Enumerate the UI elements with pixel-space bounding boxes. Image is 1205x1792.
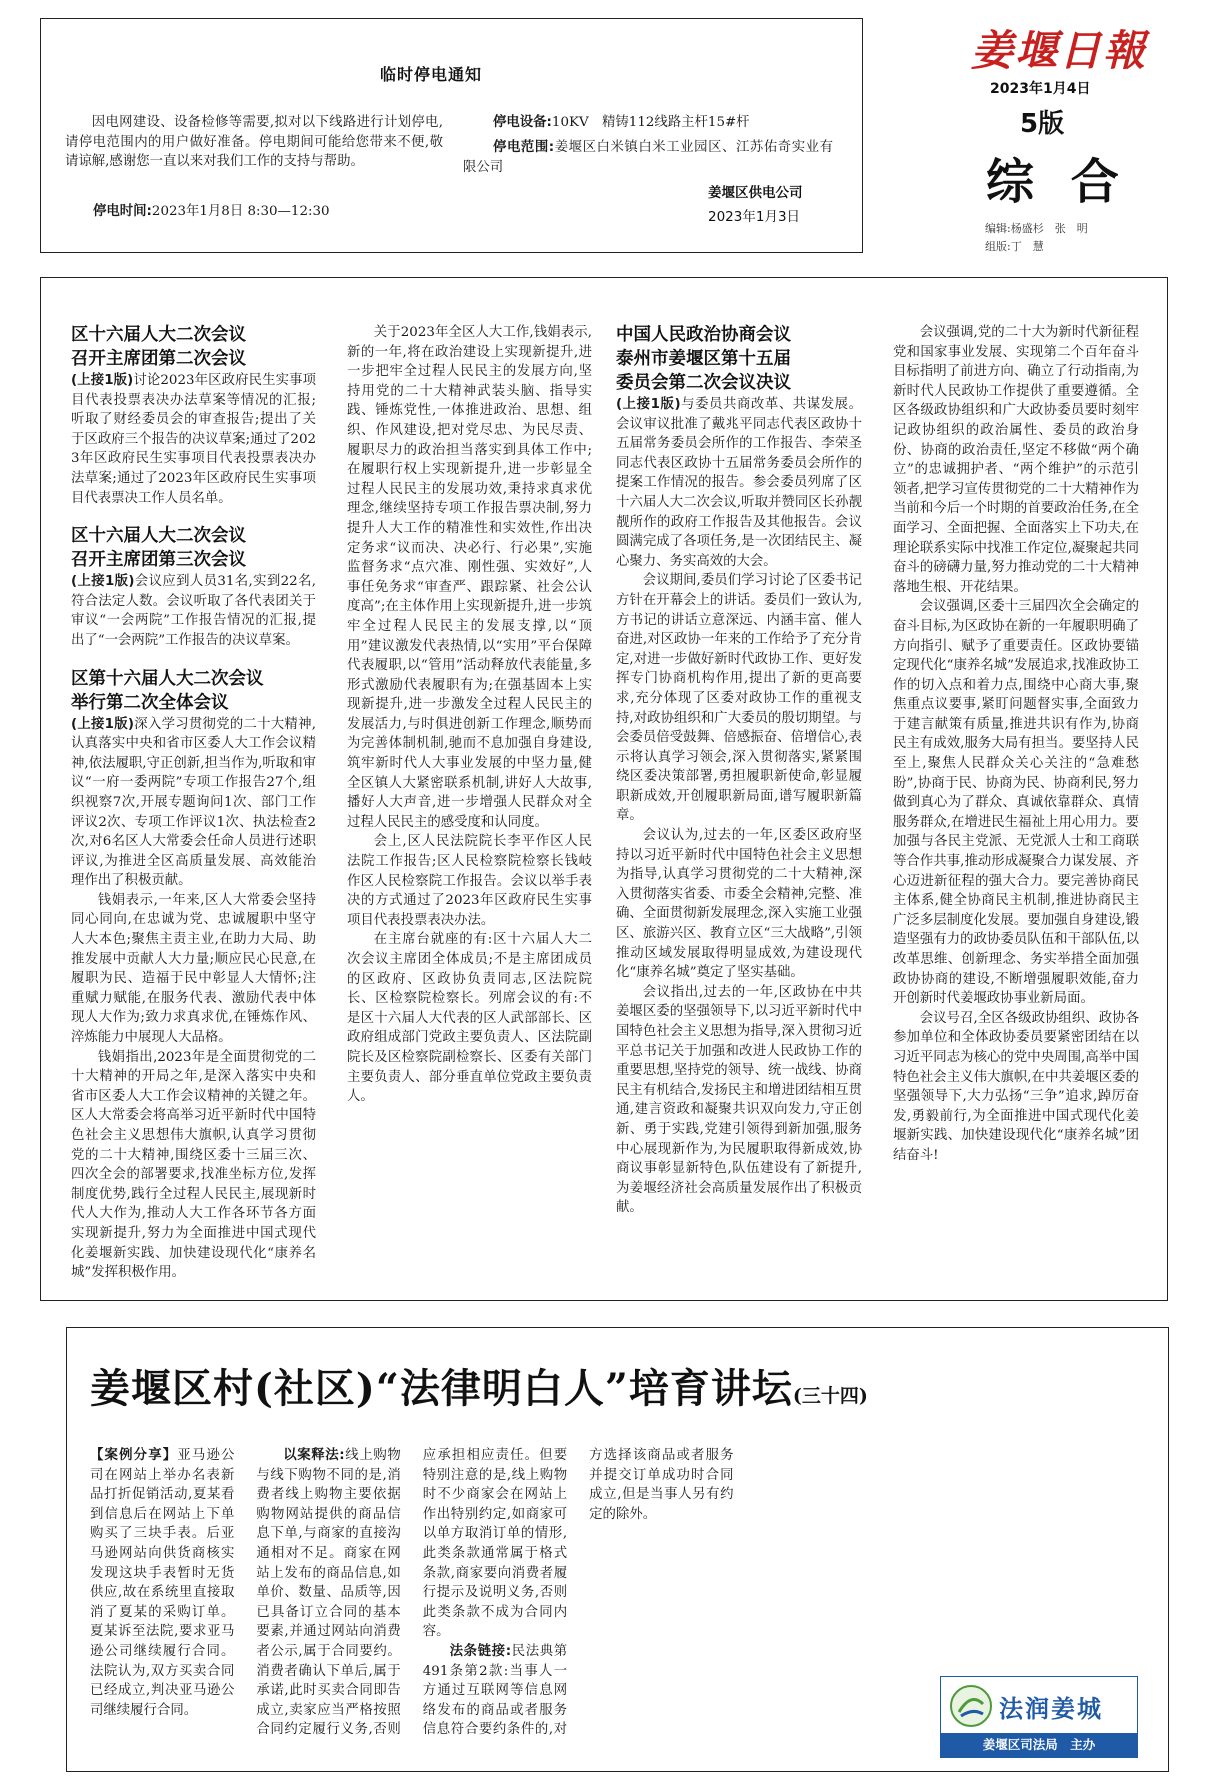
notice-issue-date: 2023年1月3日 bbox=[708, 209, 801, 225]
article-3 bbox=[71, 667, 316, 1283]
article-3-para-6: 在主席台就座的有:区十六届人大二次会议主席团全体成员;不是主席团成员的区政府、区政协负责同志,区法院院长、区检察院检察长。列席会议的有:不是区十六届人大代表的区人武部部长、区政府组成部门党政主要负责人、区法院副院长及区检察院副检察长、区委有关部门主要负责人、部分垂直单位党政主要负责人。 bbox=[347, 932, 592, 1105]
article-1-body bbox=[71, 371, 316, 508]
badge-top bbox=[941, 1677, 1137, 1735]
article-4-lead: (上接1版) bbox=[616, 397, 681, 412]
article-4-text-1: 与委员共商改革、共谋发展。会议审议批准了戴兆平同志代表区政协十五届常务委员会所作的工作报告、李荣圣同志代表区政协十五届常务委员会所作的提案工作情况的报告。参会委员列席了区十六届人大二次会议,听取并赞同区长孙靓靓所作的政府工作报告及其他报告。会议圆满完成了各项任务,是一次团结民主、凝心聚力、务实高效的大会。 bbox=[616, 397, 862, 569]
article-3-text-1: 深入学习贯彻党的二十大精神,认真落实中央和省市区委人大工作会议精神,依法履职,守正创新,担当作为,听取和审议“一府一委两院”专项工作报告27个,组织视察7次,开展专题询问1次、部门工作评议2次、专项工作评议1次、执法检查2次,对6名区人大常委会任命人员进行述职评议,为推进全区高质量发展、高效能治理作出了积极贡献。 bbox=[71, 716, 316, 889]
fa-run-jiang-cheng-badge bbox=[940, 1676, 1138, 1758]
column-2 bbox=[347, 323, 592, 1107]
article-2-title-1: 区十六届人大二次会议 bbox=[71, 526, 246, 547]
article-4-para-7: 会议号召,全区各级政协组织、政协各参加单位和全体政协委员要紧密团结在以习近平同志为核心的党中央周围,高举中国特色社会主义伟大旗帜,在中共姜堰区委的坚强领导下,大力弘扬“三争”追求,踔厉奋发,勇毅前行,为全面推进中国式现代化姜堰新实践、加快建设现代化“康养名城”团结奋斗! bbox=[893, 1010, 1139, 1163]
forum-issue-number: (三十四) bbox=[792, 1385, 868, 1407]
article-1-title-2: 召开主席团第二次会议 bbox=[71, 349, 246, 369]
notice-range-label: 停电范围: bbox=[493, 140, 555, 155]
badge-sponsor: 姜堰区司法局 主办 bbox=[941, 1733, 1137, 1757]
law-link-label: 法条链接: bbox=[449, 1643, 512, 1659]
article-3-title-1: 区第十六届人大二次会议 bbox=[71, 668, 264, 689]
article-4-title-1: 中国人民政治协商会议 bbox=[616, 325, 791, 345]
column-1 bbox=[71, 323, 316, 1283]
article-4-para-2: 会议期间,委员们学习讨论了区委书记方针在开幕会上的讲话。委员们一致认为,方书记的讲话立意深远、内涵丰富、催人奋进,对区政协一年来的工作给予了充分肯定,对进一步做好新时代政协工作、更好发挥专门协商机构作用,提出了新的更高要求,充分体现了区委对政协工作的重视支持,对政协组织和广大委员的殷切期望。与会委员倍受鼓舞、倍感振奋、倍增信心,表示将认真学习领会,深入贯彻落实,紧紧围绕区委决策部署,勇担履职新使命,彰显履职新成效,开创履职新局面,谱写履职新篇章。 bbox=[616, 573, 862, 824]
article-2-lead: (上接1版) bbox=[71, 574, 135, 590]
notice-time bbox=[93, 202, 453, 222]
interpretation-label: 以案释法: bbox=[283, 1448, 345, 1463]
article-4-para-6: 会议强调,区委十三届四次全会确定的奋斗目标,为区政协在新的一年履职明确了方向指引、赋予了重要责任。区政协要锚定现代化“康养名城”发展追求,找准政协工作的切入点和着力点,围绕中心商大事,聚焦重点议要事,紧盯问题督实事,全面致力于建言献策有质量,推进共识有作为,协商民主有成效,服务大局有担当。要坚持人民至上,聚焦人民群众关心关注的“急难愁盼”,协商于民、协商为民、协商利民,努力做到真心为了群众、真诚依靠群众、真情服务群众,在增进民生福祉上用心用力。要加强与各民主党派、无党派人士和工商联等合作共事,推动形成凝聚合力谋发展、齐心迈进新征程的强大合力。要完善协商民主体系,健全协商民主机制,推进协商民主广泛多层制度化发展。要加强自身建设,锻造坚强有力的政协委员队伍和干部队伍,以改革思维、创新理念、务实举措全面加强政协协商的建设,不断增强履职效能,奋力开创新时代姜堰政协事业新局面。 bbox=[893, 599, 1139, 1007]
article-3-title-2: 举行第二次全体会议 bbox=[71, 692, 229, 713]
notice-device-value: 10KV 精铸112线路主杆15#杆 bbox=[551, 115, 750, 130]
column-3 bbox=[616, 323, 862, 1218]
article-2-body bbox=[71, 572, 316, 650]
newspaper-logo: 姜堰日報 bbox=[971, 26, 1148, 75]
law-link-text: 民法典第491条第2款:当事人一方通过互联网等信息网络发布的商品或者服务信息符合要约条件的,对方选择该商品或者服务并提交订单成功时合同成立,但是当事人另有约定的除外。 bbox=[422, 1448, 734, 1738]
layout-credit: 组版:丁 慧 bbox=[985, 240, 1044, 253]
case-label: 【案例分享】 bbox=[90, 1448, 178, 1463]
article-2-text: 会议应到人员31名,实到22名,符合法定人数。会议听取了各代表团关于审议“一会两院”工作报告情况的汇报,提出了“一会两院”工作报告的决议草案。 bbox=[71, 574, 316, 648]
article-1-lead: (上接1版) bbox=[71, 373, 134, 388]
badge-emblem-icon bbox=[949, 1684, 993, 1728]
page-number: 5版 bbox=[1020, 109, 1065, 139]
article-3-para-5: 会上,区人民法院院长李平作区人民法院工作报告;区人民检察院检察长钱岐作区人民检察院工作报告。会议以举手表决的方式通过了2023年区政府民生实事项目代表投票表决办法。 bbox=[347, 834, 592, 928]
forum-title bbox=[90, 1357, 868, 1414]
notice-device bbox=[493, 113, 833, 133]
article-2-title-2: 召开主席团第三次会议 bbox=[71, 550, 246, 571]
article-3-para-3: 钱娟指出,2023年是全面贯彻党的二十大精神的开局之年,是深入落实中央和省市区委人大工作会议精神的关键之年。区人大常委会将高举习近平新时代中国特色社会主义思想伟大旗帜,认真学习贯彻党的二十大精神,围绕区委十三届三次、四次全会的部署要求,找准坐标方位,发挥制度优势,践行全过程人民民主,展现新时代人大作为,推动人大工作各环节各方面实现新提升,努力为全面推进中国式现代化姜堰新实践、加快建设现代化“康养名城”发挥积极作用。 bbox=[71, 1049, 316, 1281]
forum-body bbox=[90, 1446, 900, 1751]
notice-range-value: 姜堰区白米镇白米工业园区、江苏佑奇实业有限公司 bbox=[463, 140, 834, 175]
notice-device-label: 停电设备: bbox=[493, 115, 552, 130]
notice-title: 临时停电通知 bbox=[380, 65, 483, 84]
article-3-para-2: 钱娟表示,一年来,区人大常委会坚持同心同向,在忠诚为党、忠诚履职中坚守人大本色;聚焦主责主业,在助力大局、助推发展中贡献人大力量;顺应民心民意,在履职为民、造福于民中彰显人大情怀;注重赋力赋能,在服务代表、激励代表中体现人大作为;致力求真求优,在锤炼作风、淬炼能力中展现人大品格。 bbox=[71, 892, 316, 1046]
article-3-para-4: 关于2023年全区人大工作,钱娟表示,新的一年,将在政治建设上实现新提升,进一步把牢全过程人民民主的发展方向,坚持用党的二十大精神武装头脑、指导实践、锤炼党性,一体推进政治、思想、组织、作风建设,把对党尽忠、为民尽责、履职尽力的政治担当落实到具体工作中;在履职行权上实现新提升,进一步彰显全过程人民民主的发展功效,秉持求真求优理念,继续坚持专项工作报告票决制,努力提升人大工作的精准性和实效性,作出决定务求“议而决、决必行、行必果”,实施监督务求“点穴准、刚性强、实效好”,人事任免务求“审查严、跟踪紧、社会公认度高”;在主体作用上实现新提升,进一步筑牢全过程人民民主的发展支撑,以“顶用”建议激发代表热情,以“实用”平台保障代表履职,以“管用”活动释放代表能量,多形式激励代表履职有为;在强基固本上实现新提升,进一步激发全过程人民民主的发展活力,与时俱进创新工作理念,顺势而为完善体制机制,驰而不息加强自身建设,筑牢新时代人大事业发展的中坚力量,健全区镇人大紧密联系机制,讲好人大故事,播好人大声音,进一步增强人民群众对全过程人民民主的感受度和认同度。 bbox=[347, 325, 592, 830]
issue-date: 2023年1月4日 bbox=[990, 81, 1091, 97]
article-2 bbox=[71, 524, 316, 650]
article-1 bbox=[71, 323, 316, 508]
notice-time-label: 停电时间: bbox=[93, 204, 152, 219]
article-4-para-5: 会议强调,党的二十大为新时代新征程党和国家事业发展、实现第二个百年奋斗目标指明了前进方向、确立了行动指南,为新时代人民政协工作提供了重要遵循。全区各级政协组织和广大政协委员要时刻牢记政协组织的政治属性、委员的政治身份、协商的政治责任,坚定不移做“两个确立”的忠诚拥护者、“两个维护”的示范引领者,把学习宣传贯彻党的二十大精神作为当前和今后一个时期的首要政治任务,在全面学习、全面把握、全面落实上下功夫,在理论联系实际中找准工作定位,凝聚起共同奋斗的磅礴力量,努力推动党的二十大精神落地生根、开花结果。 bbox=[893, 325, 1139, 595]
article-4-para-1 bbox=[616, 395, 862, 571]
article-4 bbox=[616, 323, 862, 1218]
case-text: 亚马逊公司在网站上举办名表新品打折促销活动,夏某看到信息后在网站上下单购买了三块手表。后亚马逊网站向供货商核实发现这块手表暂时无货供应,故在系统里直接取消了夏某的采购订单。夏某诉至法院,要求亚马逊公司继续履行合同。法院认为,双方买卖合同已经成立,判决亚马逊公司继续履行合同。 bbox=[90, 1448, 235, 1718]
column-4 bbox=[893, 323, 1139, 1166]
article-4-title-3: 委员会第二次会议决议 bbox=[616, 373, 791, 393]
notice-range bbox=[463, 138, 833, 177]
article-4-title-2: 泰州市姜堰区第十五届 bbox=[616, 349, 791, 369]
article-1-text: 讨论2023年区政府民生实事项目代表投票表决办法草案等情况的汇报;听取了财经委员会的审查报告;提出了关于区政府三个报告的决议草案;通过了2023年区政府民生实事项目代表投票表决办法草案;通过了2023年区政府民生实事项目代表票决工作人员名单。 bbox=[71, 373, 317, 506]
forum-title-text: 姜堰区村(社区)“法律明白人”培育讲坛 bbox=[90, 1365, 793, 1412]
notice-intro: 因电网建设、设备检修等需要,拟对以下线路进行计划停电,请停电范围内的用户做好准备。停电期间可能给您带来不便,敬请谅解,感谢您一直以来对我们工作的支持与帮助。 bbox=[65, 115, 443, 170]
badge-logo-text: 法润姜城 bbox=[999, 1694, 1103, 1723]
interpretation-text: 线上购物与线下购物不同的是,消费者线上购物主要依据购物网站提供的商品信息下单,与商家的直接沟通相对不足。商家在网站上发布的商品信息,如单价、数量、品质等,因已具备订立合同的基本要素,并通过网站向消费者公示,属于合同要约。消费者确认下单后,属于承诺,此时买卖合同即告成立,卖家应当严格按照合同约定履行义务,否则应承担相应责任。但要特别注意的是,线上购物时不少商家会在网站上作出特别约定,如商家可以单方取消订单的情形,此类条款通常属于格式条款,商家要向消费者履行提示及说明义务,否则此类条款不成为合同内容。 bbox=[256, 1448, 568, 1738]
editors-credit: 编辑:杨盛杉 张 明 bbox=[985, 222, 1088, 235]
article-4-para-3: 会议认为,过去的一年,区委区政府坚持以习近平新时代中国特色社会主义思想为指导,认真学习贯彻党的二十大精神,深入贯彻落实省委、市委全会精神,完整、准确、全面贯彻新发展理念,深入实施工业强区、旅游兴区、教育立区“三大战略”,引领推动区域发展取得明显成效,为建设现代化“康养名城”奠定了坚实基础。 bbox=[616, 828, 862, 981]
notice-issuer: 姜堰区供电公司 bbox=[708, 185, 803, 201]
article-3-lead: (上接1版) bbox=[71, 716, 135, 732]
section-title: 综 合 bbox=[986, 154, 1129, 210]
article-4-para-4: 会议指出,过去的一年,区政协在中共姜堰区委的坚强领导下,以习近平新时代中国特色社会主义思想为指导,深入贯彻习近平总书记关于加强和改进人民政协工作的重要思想,坚持党的领导、统一战线、协商民主有机结合,发扬民主和增进团结相互贯通,建言资政和凝聚共识双向发力,守正创新、勇于实践,党建引领得到新加强,服务中心展现新作为,为民履职取得新成效,协商议事彰显新特色,队伍建设有了新提升,为姜堰经济社会高质量发展作出了积极贡献。 bbox=[616, 984, 862, 1216]
notice-time-value: 2023年1月8日 8:30—12:30 bbox=[151, 204, 330, 219]
article-3-para-1 bbox=[71, 715, 316, 891]
article-1-title-1: 区十六届人大二次会议 bbox=[71, 325, 246, 345]
